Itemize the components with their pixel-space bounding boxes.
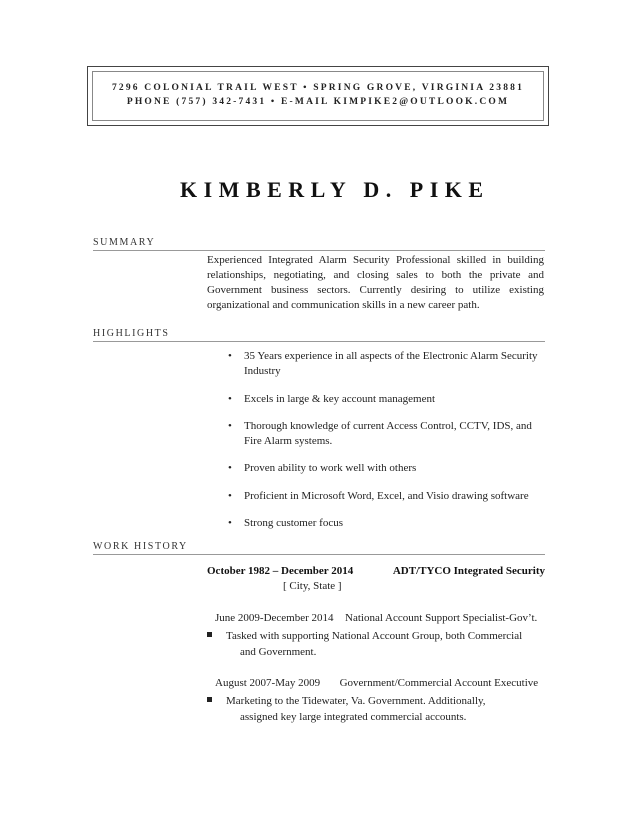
candidate-name: KIMBERLY D. PIKE [180,177,490,202]
square-bullet-icon [207,632,212,637]
role-title: Government/Commercial Account Executive [339,677,539,689]
list-item: • Strong customer focus [228,517,343,529]
summary-text: Experienced Integrated Alarm Security Professional skilled in building relationships, negotiating, and closing sales to both the private and Government business sectors. Currently desiring to utilize existing organizational and communication skills in a new career path. [207,254,544,311]
bullet-icon: • [228,350,232,362]
section-divider [93,554,545,555]
list-item: • Proficient in Microsoft Word, Excel, and Visio drawing software [228,490,529,502]
bullet-icon: • [228,490,232,502]
list-item: • Thorough knowledge of current Access Control, CCTV, IDS, and Fire Alarm systems. [228,420,532,447]
role-title: National Account Support Specialist-Gov’t. [345,612,538,624]
highlights-list [228,346,548,531]
phone-email-line: PHONE (757) 342-7431 • E-MAIL KIMPIKE2@OUTLOOK.COM [126,97,510,107]
section-heading-work-history: WORK HISTORY [93,541,188,552]
role-heading [215,677,538,689]
job-entry [207,565,545,592]
list-item: • Excels in large & key account management [228,393,436,405]
role-description: Marketing to the Tidewater, Va. Government. Additionally, assigned key large integrated commercial accounts. [207,693,537,725]
list-item: • Proven ability to work well with others [228,462,417,474]
section-divider [93,341,545,342]
bullet-icon: • [228,462,232,474]
section-divider [93,250,545,251]
role-period: August 2007-May 2009 [215,677,321,689]
role-description: Tasked with supporting National Account Group, both Commercial and Government. [207,628,537,660]
list-item: • 35 Years experience in all aspects of the Electronic Alarm Security Industry [228,350,538,377]
section-heading-summary: SUMMARY [93,237,156,248]
address-line: 7296 COLONIAL TRAIL WEST • SPRING GROVE, VIRGINIA 23881 [111,83,525,93]
role-period: June 2009-December 2014 [215,612,334,624]
job-dates: October 1982 – December 2014 [207,565,354,577]
contact-box-inner-border [92,71,544,121]
role-heading [215,612,537,624]
contact-box [87,66,549,126]
bullet-icon: • [228,420,232,432]
job-location: [ City, State ] [283,580,342,592]
bullet-icon: • [228,393,232,405]
bullet-icon: • [228,517,232,529]
section-heading-highlights: HIGHLIGHTS [93,328,170,339]
square-bullet-icon [207,697,212,702]
job-company: ADT/TYCO Integrated Security [392,565,545,577]
